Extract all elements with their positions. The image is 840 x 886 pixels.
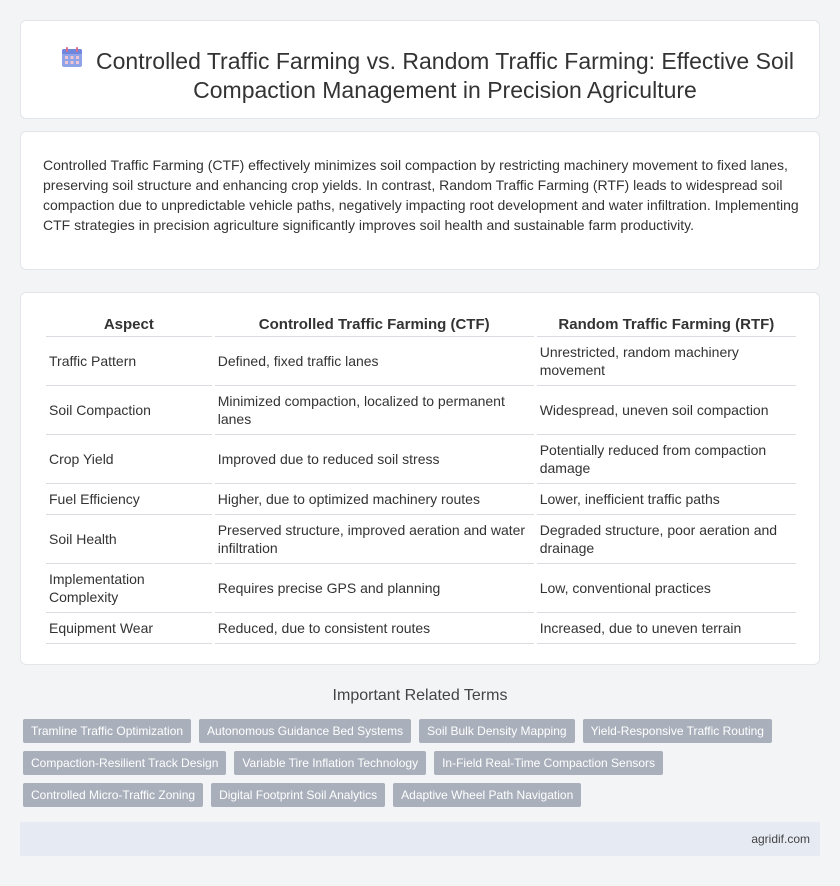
intro-card — [20, 131, 820, 270]
cell-rtf: Unrestricted, random machinery movement — [537, 337, 796, 386]
cell-aspect: Soil Compaction — [46, 386, 212, 435]
intro-paragraph: Controlled Traffic Farming (CTF) effectively minimizes soil compaction by restricting machinery movement to fixed lanes, preserving soil structure and enhancing crop yields. In contrast, Random Traffic Farming (RTF) leads to widespread soil compaction due to unpredictable vehicle paths, negatively impacting root development and water infiltration. Implementing CTF strategies in precision agriculture significantly improves soil health and sustainable farm productivity. — [43, 157, 799, 233]
related-term-tag[interactable]: Yield-Responsive Traffic Routing — [583, 719, 772, 743]
cell-rtf: Low, conventional practices — [537, 564, 796, 613]
related-terms-list — [23, 719, 813, 815]
comparison-table — [43, 313, 799, 644]
related-term-tag[interactable]: Variable Tire Inflation Technology — [234, 751, 426, 775]
header-aspect: Aspect — [46, 313, 212, 337]
footer-site-link[interactable]: agridif.com — [751, 832, 810, 846]
cell-rtf: Widespread, uneven soil compaction — [537, 386, 796, 435]
table-row — [46, 564, 796, 613]
header-ctf: Controlled Traffic Farming (CTF) — [215, 313, 534, 337]
cell-rtf: Lower, inefficient traffic paths — [537, 484, 796, 515]
related-terms-heading: Important Related Terms — [332, 687, 508, 704]
cell-ctf: Defined, fixed traffic lanes — [215, 337, 534, 386]
cell-rtf: Increased, due to uneven terrain — [537, 613, 796, 644]
related-term-tag[interactable]: Adaptive Wheel Path Navigation — [393, 783, 581, 807]
cell-aspect: Traffic Pattern — [46, 337, 212, 386]
cell-ctf: Improved due to reduced soil stress — [215, 435, 534, 484]
table-row — [46, 435, 796, 484]
tag-row — [23, 719, 813, 743]
table-row — [46, 613, 796, 644]
table-header-row — [46, 313, 796, 337]
related-term-tag[interactable]: Controlled Micro-Traffic Zoning — [23, 783, 203, 807]
cell-aspect: Equipment Wear — [46, 613, 212, 644]
cell-aspect: Crop Yield — [46, 435, 212, 484]
related-term-tag[interactable]: Digital Footprint Soil Analytics — [211, 783, 385, 807]
page-title: Controlled Traffic Farming vs. Random Traffic Farming: Effective Soil Compaction Management in Precision Agriculture — [96, 48, 794, 103]
cell-ctf: Minimized compaction, localized to permanent lanes — [215, 386, 534, 435]
table-row — [46, 484, 796, 515]
related-term-tag[interactable]: Compaction-Resilient Track Design — [23, 751, 226, 775]
cell-rtf: Potentially reduced from compaction damage — [537, 435, 796, 484]
cell-aspect: Fuel Efficiency — [46, 484, 212, 515]
table-row — [46, 337, 796, 386]
comparison-card — [20, 292, 820, 665]
related-term-tag[interactable]: Autonomous Guidance Bed Systems — [199, 719, 411, 743]
cell-aspect: Implementation Complexity — [46, 564, 212, 613]
cell-ctf: Requires precise GPS and planning — [215, 564, 534, 613]
related-term-tag[interactable]: Tramline Traffic Optimization — [23, 719, 191, 743]
table-row — [46, 515, 796, 564]
cell-ctf: Preserved structure, improved aeration and water infiltration — [215, 515, 534, 564]
cell-ctf: Higher, due to optimized machinery routes — [215, 484, 534, 515]
cell-rtf: Degraded structure, poor aeration and drainage — [537, 515, 796, 564]
related-term-tag[interactable]: In-Field Real-Time Compaction Sensors — [434, 751, 663, 775]
title-card — [20, 20, 820, 119]
table-row — [46, 386, 796, 435]
cell-aspect: Soil Health — [46, 515, 212, 564]
cell-ctf: Reduced, due to consistent routes — [215, 613, 534, 644]
footer-bar — [20, 822, 820, 856]
tag-row — [23, 751, 813, 775]
header-rtf: Random Traffic Farming (RTF) — [537, 313, 796, 337]
related-term-tag[interactable]: Soil Bulk Density Mapping — [419, 719, 574, 743]
tag-row — [23, 783, 813, 807]
